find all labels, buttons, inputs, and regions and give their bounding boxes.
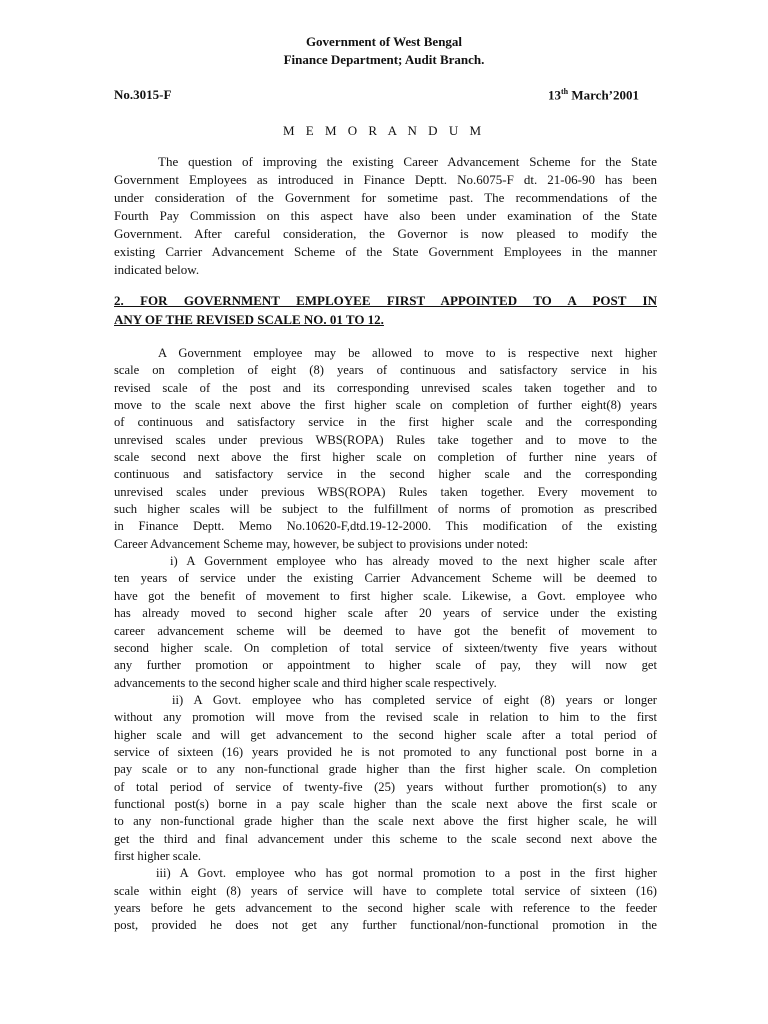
memo-title: M E M O R A N D U M [282, 123, 486, 138]
body-line: unrevised scales under previous WBS(ROPA) Rules take together and to move to the [114, 432, 657, 447]
body-line: have got the benefit of movement to first higher scale. Likewise, a Govt. employee who [114, 588, 657, 603]
body-line: in Finance Deptt. Memo No.10620-F,dtd.19-12-2000. This modification of the existing [114, 519, 657, 534]
body-line: advancements to the second higher scale and third higher scale respectively. [114, 675, 497, 690]
intro-line: existing Carrier Advancement Scheme of the State Government Employees in the manner [114, 244, 657, 259]
body-line: A Government employee may be allowed to move to is respective next higher [158, 346, 657, 360]
body-line: continuous and satisfactory service in the second higher scale and the corresponding [114, 467, 657, 482]
body-line: pay scale or to any non-functional grade higher than the first higher scale. On completion [114, 762, 657, 777]
body-line: i) A Government employee who has already moved to the next higher scale after [170, 554, 657, 569]
department-heading: Finance Department; Audit Branch. [283, 52, 485, 67]
date-day: 13 [548, 87, 561, 103]
body-line: any further promotion or appointment to higher scale of pay, they will now get [114, 658, 657, 673]
government-heading: Government of West Bengal [305, 34, 463, 49]
body-line: second higher scale. On completion of total service of sixteen/twenty five years without [114, 640, 657, 655]
body-line: years before he gets advancement to the second higher scale with reference to the feeder [114, 901, 657, 915]
body-line: Career Advancement Scheme may, however, be subject to provisions under noted: [114, 536, 529, 551]
body-line: career advancement scheme will be deemed to have got the benefit of movement to [114, 623, 657, 638]
memo-number: No.3015-F [114, 87, 172, 102]
date-month-year: March’2001 [568, 87, 640, 103]
body-line: such higher scales will be subject to the fulfillment of norms of promotion as prescribed [114, 502, 657, 517]
section-heading-line: ANY OF THE REVISED SCALE NO. 01 TO 12. [114, 312, 384, 327]
body-line: of continuous and satisfactory service in the first higher scale and the corresponding [114, 415, 657, 430]
intro-line: Government Employees as introduced in Finance Deptt. No.6075-F dt. 21-06-90 has been [114, 172, 657, 187]
section-heading-line: 2. FOR GOVERNMENT EMPLOYEE FIRST APPOINTED TO A POST IN [114, 293, 657, 308]
memo-date [548, 87, 639, 103]
body-line: scale within eight (8) years of service will have to complete total service of sixteen (16) [114, 883, 657, 898]
section-2-heading [114, 291, 657, 329]
body-line: has already moved to second higher scale after 20 years of service under the existing [114, 606, 657, 621]
body-line: post, provided he does not get any further functional/non-functional promotion in the [114, 918, 657, 933]
intro-paragraph [114, 153, 657, 279]
body-line: functional post(s) borne in a pay scale higher than the scale next above the first scale or [114, 796, 657, 811]
body-line: to any non-functional grade higher than the scale next above the first higher scale, he will [114, 814, 657, 829]
intro-line: under consideration of the Government for sometime past. The recommendations of the [114, 190, 657, 205]
body-line: of total period of service of twenty-five (25) years without further promotion(s) to any [114, 779, 657, 794]
body-line: higher scale and will get advancement to the second higher scale after a total period of [114, 727, 657, 742]
body-line: ten years of service under the existing Carrier Advancement Scheme will be deemed to [114, 571, 657, 586]
body-line: without any promotion will move from the revised scale in relation to him to the first [114, 710, 657, 725]
body-line: ii) A Govt. employee who has completed service of eight (8) years or longer [172, 692, 657, 707]
intro-line: Fourth Pay Commission on this aspect have also been under examination of the State [114, 208, 657, 223]
intro-line: Government. After careful consideration, the Governor is now pleased to modify the [114, 226, 657, 241]
body-line: first higher scale. [114, 848, 202, 863]
body-line: scale second next above the first higher scale on completion of further nine years of [114, 450, 657, 465]
date-suffix: th [561, 87, 569, 96]
body-line: scale on completion of eight (8) years of continuous and satisfactory service in his [114, 363, 657, 378]
body-line: service of sixteen (16) years provided he is not promoted to any functional post borne in a [114, 744, 657, 759]
section-2-body [114, 345, 657, 935]
intro-line: The question of improving the existing Career Advancement Scheme for the State [158, 154, 657, 169]
body-line: get the third and final advancement under this scheme to the scale second next above the [114, 831, 657, 846]
body-line: iii) A Govt. employee who has got normal promotion to a post in the first higher [156, 866, 657, 881]
intro-line: indicated below. [114, 262, 200, 277]
body-line: revised scale of the post and its corresponding unrevised scales taken together and to [114, 380, 657, 395]
body-line: move to the scale next above the first higher scale on completion of further eight(8) years [114, 398, 657, 413]
body-line: unrevised scales under previous WBS(ROPA) Rules taken together. Every movement to [114, 484, 657, 499]
